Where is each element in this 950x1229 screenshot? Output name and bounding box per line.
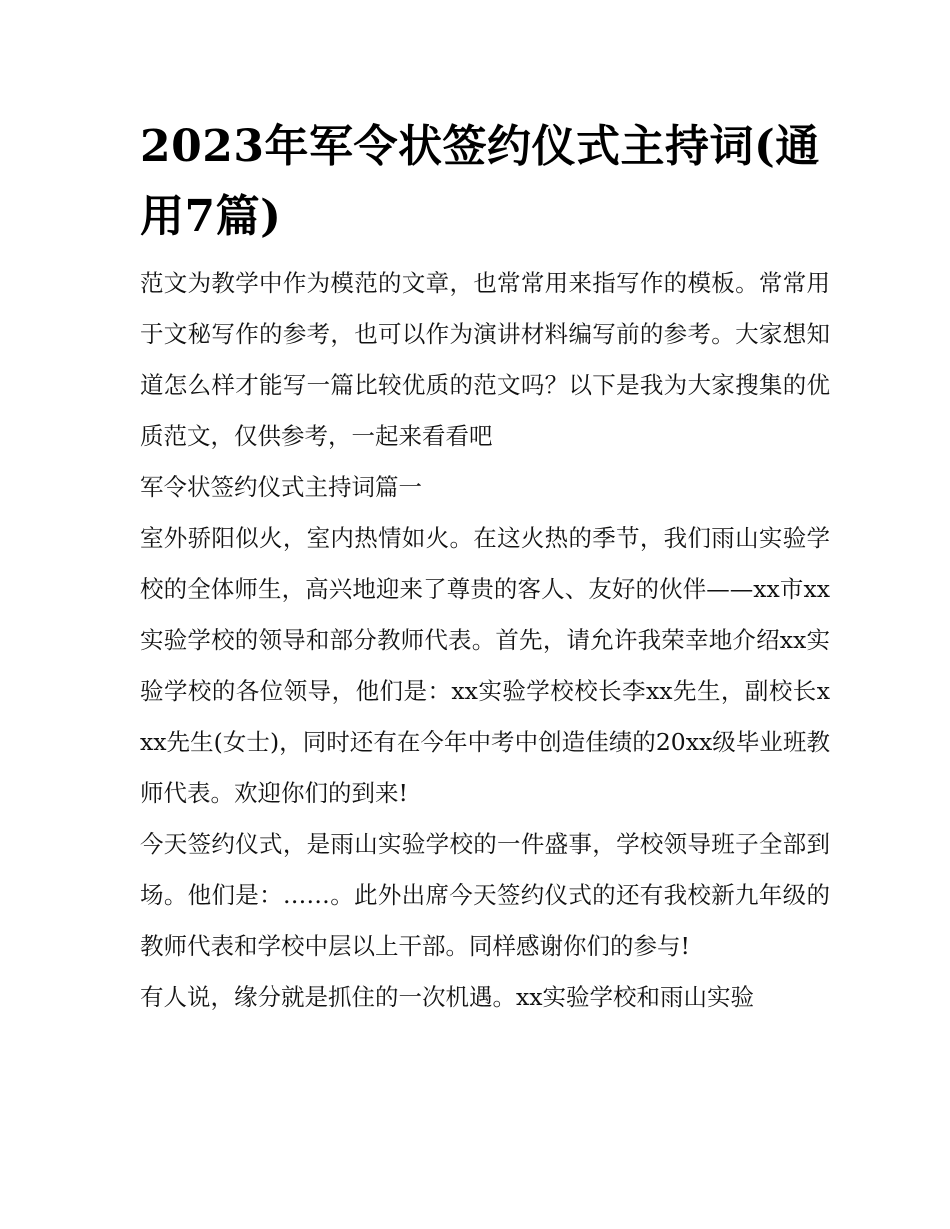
intro-paragraph: 范文为教学中作为模范的文章，也常常用来指写作的模板。常常用于文秘写作的参考，也可以作为演讲材料编写前的参考。大家想知道怎么样才能写一篇比较优质的范文吗？以下是我为大家搜集的优质范文，仅供参考，一起来看看吧 <box>140 269 830 450</box>
document-title: 2023年军令状签约仪式主持词(通用7篇) <box>140 121 820 242</box>
body-paragraph-1: 室外骄阳似火，室内热情如火。在这火热的季节，我们雨山实验学校的全体师生，高兴地迎来了尊贵的客人、友好的伙伴——xx市xx实验学校的领导和部分教师代表。首先，请允许我荣幸地介绍xx实验学校的各位领导，他们是：xx实验学校校长李xx先生，副校长xxx先生(女士)，同时还有在今年中考中创造佳绩的20xx级毕业班教师代表。欢迎你们的到来! <box>140 524 830 807</box>
body-paragraph-2: 今天签约仪式，是雨山实验学校的一件盛事，学校领导班子全部到场。他们是：……。此外出席今天签约仪式的还有我校新九年级的教师代表和学校中层以上干部。同样感谢你们的参与! <box>140 830 830 960</box>
section-heading: 军令状签约仪式主持词篇一 <box>140 473 422 501</box>
body-paragraph-3: 有人说，缘分就是抓住的一次机遇。xx实验学校和雨山实验 <box>140 983 755 1011</box>
document-page <box>140 112 830 1023</box>
